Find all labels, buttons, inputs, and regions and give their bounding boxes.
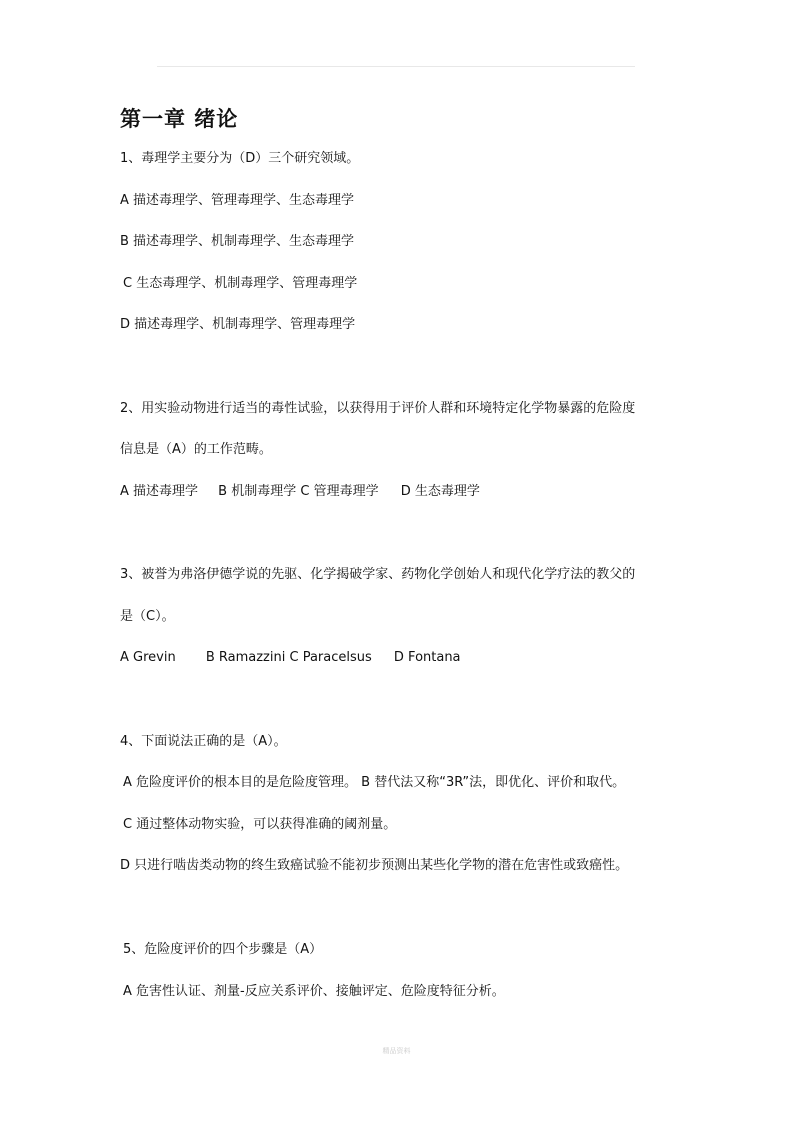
chapter-title: 第一章 绪论 [120, 107, 239, 131]
question-1-option-b: B 描述毒理学、机制毒理学、生态毒理学 [120, 234, 355, 249]
question-4-option-c: C 通过整体动物实验，可以获得准确的阈剂量。 [123, 817, 397, 832]
question-4-option-a-b: A 危险度评价的根本目的是危险度管理。 B 替代法又称“3R”法，即优化、评价和取代。 [123, 775, 626, 790]
question-1-option-d: D 描述毒理学、机制毒理学、管理毒理学 [120, 317, 356, 332]
question-2-stem-line-1: 2、用实验动物进行适当的毒性试验，以获得用于评价人群和环境特定化学物暴露的危险度 [120, 401, 636, 416]
question-3-options [120, 649, 461, 667]
footer-watermark: 精品资料 [382, 1047, 411, 1055]
question-3-option-bc: B Ramazzini C Paracelsus [205, 650, 372, 665]
question-3-stem-line-2: 是（C）。 [120, 609, 175, 624]
question-2-option-d: D 生态毒理学 [400, 484, 480, 499]
question-1-option-c: C 生态毒理学、机制毒理学、管理毒理学 [123, 276, 358, 291]
question-2-stem-line-2: 信息是（A）的工作范畴。 [120, 442, 272, 457]
question-3-option-a: A Grevin [120, 650, 176, 665]
question-5-option-a: A 危害性认证、剂量-反应关系评价、接触评定、危险度特征分析。 [123, 984, 505, 999]
question-3-stem-line-1: 3、被誉为弗洛伊德学说的先驱、化学揭破学家、药物化学创始人和现代化学疗法的教父的 [120, 567, 636, 582]
question-2-options [120, 483, 480, 501]
question-1-stem: 1、毒理学主要分为（D）三个研究领域。 [120, 151, 360, 166]
question-4-option-d: D 只进行啮齿类动物的终生致癌试验不能初步预测出某些化学物的潜在危害性或致癌性。 [120, 858, 629, 873]
question-2-option-a: A 描述毒理学 [120, 484, 199, 499]
question-1-option-a: A 描述毒理学、管理毒理学、生态毒理学 [120, 193, 355, 208]
question-5-stem: 5、危险度评价的四个步骤是（A） [123, 942, 323, 957]
question-4-stem: 4、下面说法正确的是（A）。 [120, 734, 287, 749]
header-rule [157, 66, 635, 67]
question-3-option-d: D Fontana [393, 650, 461, 665]
question-2-option-bc: B 机制毒理学 C 管理毒理学 [218, 484, 379, 499]
